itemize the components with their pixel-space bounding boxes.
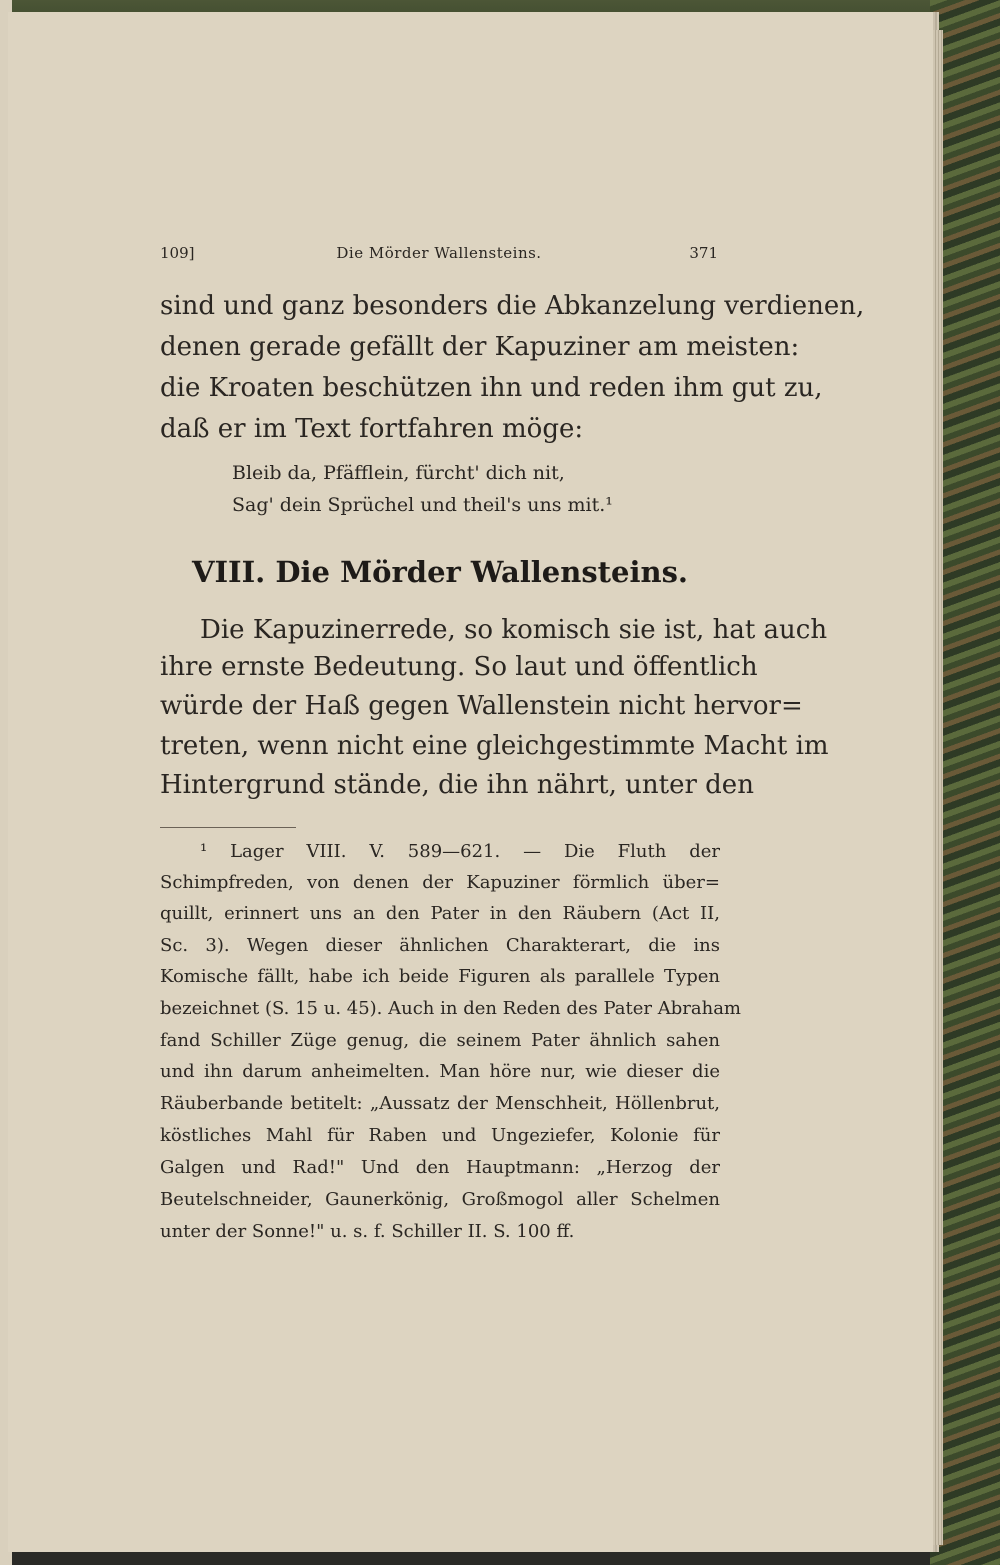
page-edges [933,30,943,1545]
running-header [160,244,718,268]
footnote-line: bezeichnet (S. 15 u. 45). Auch in den Reden des Pater Abraham [160,998,742,1019]
footnote-line: ¹ Lager VIII. V. 589—621. — Die Fluth der [200,841,720,862]
footnote-rule [160,827,296,828]
footnote-line: Komische fällt, habe ich beide Figuren als parallele Typen [160,966,720,987]
footnote-line: quillt, erinnert uns an den Pater in den Räubern (Act II, [160,903,720,924]
footnote-line: unter der Sonne!" u. s. f. Schiller II. S. 100 ff. [160,1221,575,1242]
body-line: Hintergrund stände, die ihn nährt, unter den [160,770,754,800]
body-line: treten, wenn nicht eine gleichgestimmte Macht im [160,731,829,761]
footnote-line: köstliches Mahl für Raben und Ungeziefer, Kolonie für [160,1125,720,1146]
footnote-line: Räuberbande betitelt: „Aussatz der Menschheit, Höllenbrut, [160,1093,720,1114]
page-number: 371 [689,244,718,262]
body-line: daß er im Text fortfahren möge: [160,414,584,444]
footnote-line: Sc. 3). Wegen dieser ähnlichen Charakterart, die ins [160,935,720,956]
body-line: ihre ernste Bedeutung. So laut und öffentlich [160,652,758,682]
footnote-line: und ihn darum anheimelten. Man höre nur, wie dieser die [160,1061,720,1082]
body-line: die Kroaten beschützen ihn und reden ihm gut zu, [160,373,823,403]
section-heading: VIII. Die Mörder Wallensteins. [191,555,689,589]
body-line: Die Kapuzinerrede, so komisch sie ist, hat auch [200,615,828,645]
running-title: Die Mörder Wallensteins. [336,244,542,262]
body-line: sind und ganz besonders die Abkanzelung verdienen, [160,291,865,321]
footnote-line: fand Schiller Züge genug, die seinem Pater ähnlich sahen [160,1030,720,1051]
body-line: würde der Haß gegen Wallenstein nicht hervor= [160,691,803,721]
body-line: denen gerade gefällt der Kapuziner am meisten: [160,332,800,362]
footnote-line: Schimpfreden, von denen der Kapuziner förmlich über= [160,872,720,893]
verse-line: Sag' dein Sprüchel und theil's uns mit.¹ [232,494,613,516]
page-ref-left: 109] [160,244,195,262]
footnote-line: Galgen und Rad!" Und den Hauptmann: „Herzog der [160,1157,720,1178]
verse-line: Bleib da, Pfäfflein, fürcht' dich nit, [232,462,565,484]
footnote-line: Beutelschneider, Gaunerkönig, Großmogol aller Schelmen [160,1189,720,1210]
